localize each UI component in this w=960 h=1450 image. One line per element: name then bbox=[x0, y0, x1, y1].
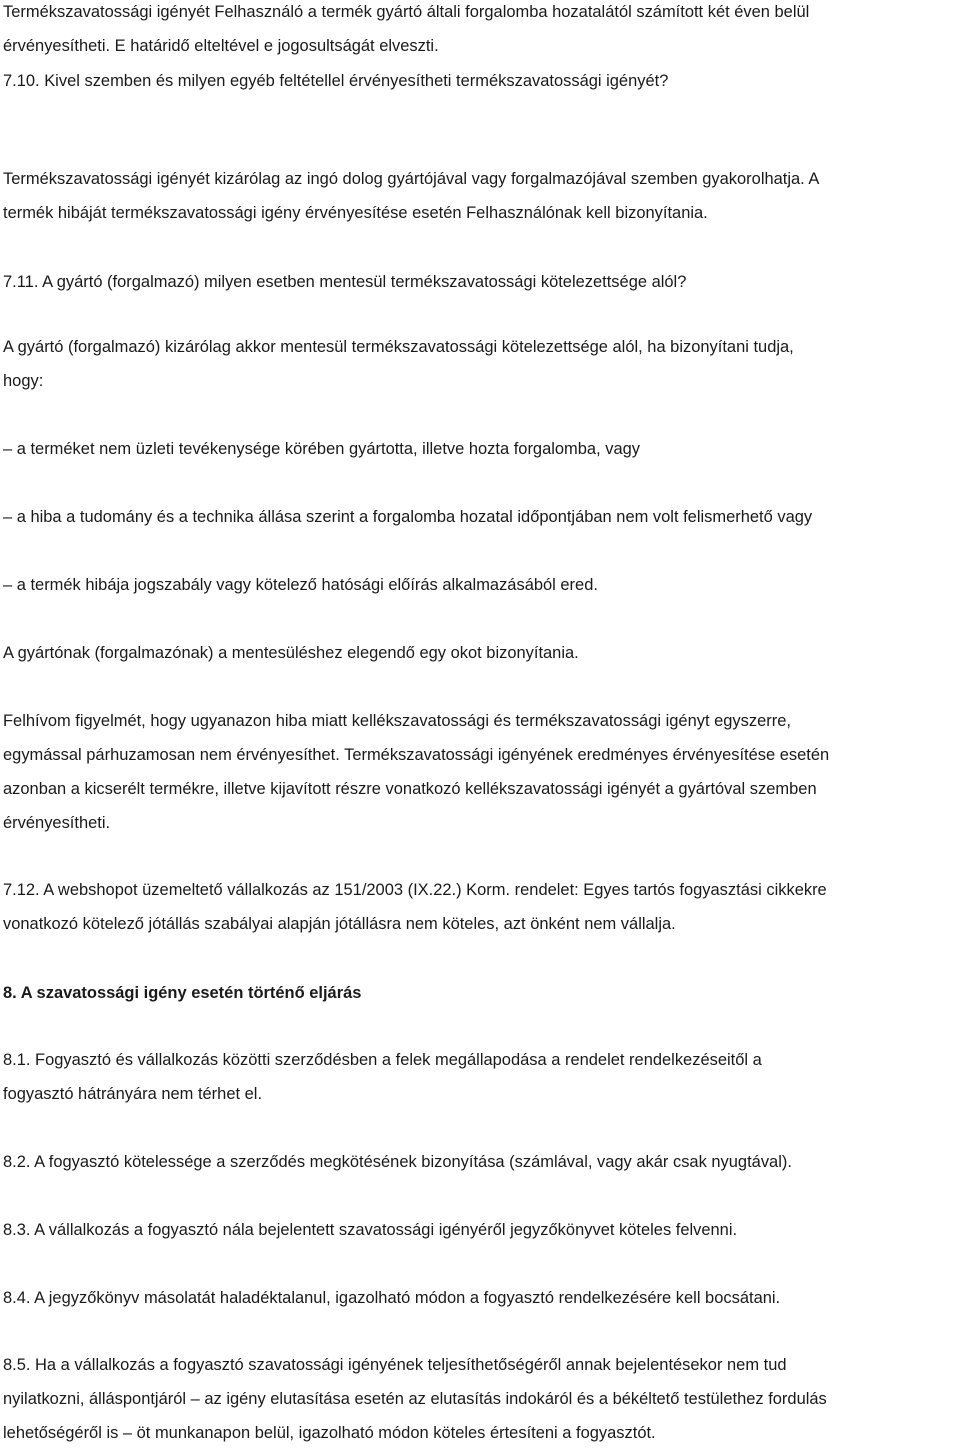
paragraph-8-2 bbox=[3, 1145, 960, 1179]
text-line: – a termék hibája jogszabály vagy kötelező hatósági előírás alkalmazásából ered. bbox=[3, 576, 598, 594]
text-line: érvényesítheti. bbox=[3, 814, 111, 832]
text-line: fogyasztó hátrányára nem térhet el. bbox=[3, 1085, 263, 1103]
paragraph-8-5 bbox=[3, 1348, 960, 1450]
paragraph-one-reason bbox=[3, 636, 960, 670]
list-item bbox=[3, 568, 960, 602]
text-line: Felhívom figyelmét, hogy ugyanazon hiba miatt kellékszavatossági és termékszavatossági igényt egyszerre, bbox=[3, 712, 791, 730]
text-line: 7.11. A gyártó (forgalmazó) milyen esetben mentesül termékszavatossági kötelezettsége alól? bbox=[3, 273, 687, 291]
text-line: nyilatkozni, álláspontjáról – az igény elutasítása esetén az elutasítás indokáról és a békéltető testülethez fordulás bbox=[3, 1390, 827, 1408]
text-line: A gyártónak (forgalmazónak) a mentesüléshez elegendő egy okot bizonyítania. bbox=[3, 644, 579, 662]
text-line: hogy: bbox=[3, 372, 44, 390]
paragraph-7-12 bbox=[3, 873, 960, 941]
text-line: A gyártó (forgalmazó) kizárólag akkor mentesül termékszavatossági kötelezettsége alól, ha bizonyítani tudja, bbox=[3, 338, 794, 356]
paragraph-notice bbox=[3, 704, 960, 840]
text-line: vonatkozó kötelező jótállás szabályai alapján jótállásra nem köteles, azt önként nem vállalja. bbox=[3, 915, 676, 933]
text-line: 7.10. Kivel szemben és milyen egyéb feltétellel érvényesítheti termékszavatossági igényét? bbox=[3, 72, 669, 90]
text-line: termék hibáját termékszavatossági igény érvényesítése esetén Felhasználónak kell bizonyítania. bbox=[3, 204, 708, 222]
text-line: 8.3. A vállalkozás a fogyasztó nála bejelentett szavatossági igényéről jegyzőkönyvet köteles felvenni. bbox=[3, 1221, 738, 1239]
text-line: 8.4. A jegyzőkönyv másolatát haladéktalanul, igazolható módon a fogyasztó rendelkezésére kell bocsátani. bbox=[3, 1289, 781, 1307]
text-line: 8. A szavatossági igény esetén történő eljárás bbox=[3, 984, 362, 1002]
text-line: 8.1. Fogyasztó és vállalkozás közötti szerződésben a felek megállapodása a rendelet rendelkezéseitől a bbox=[3, 1051, 762, 1069]
text-line: 7.12. A webshopot üzemeltető vállalkozás az 151/2003 (IX.22.) Korm. rendelet: Egyes tartós fogyasztási cikkekre bbox=[3, 881, 827, 899]
text-line: – a hiba a tudomány és a technika állása szerint a forgalomba hozatal időpontjában nem volt felismerhető vagy bbox=[3, 508, 813, 526]
text-line: azonban a kicserélt termékre, illetve kijavított részre vonatkozó kellékszavatossági igényét a gyártóval szemben bbox=[3, 780, 817, 798]
text-line: lehetőségéről is – öt munkanapon belül, igazolható módon köteles értesíteni a fogyasztót. bbox=[3, 1424, 656, 1442]
text-line: 8.2. A fogyasztó kötelessége a szerződés megkötésének bizonyítása (számlával, vagy akár csak nyugtával). bbox=[3, 1153, 792, 1171]
paragraph-deadline bbox=[3, 0, 960, 63]
section-heading-8 bbox=[3, 976, 960, 1010]
paragraph-against-whom bbox=[3, 162, 960, 230]
text-line: 8.5. Ha a vállalkozás a fogyasztó szavatossági igényének teljesíthetőségéről annak bejelentésekor nem tud bbox=[3, 1356, 787, 1374]
text-line: Termékszavatossági igényét kizárólag az ingó dolog gyártójával vagy forgalmazójával szemben gyakorolhatja. A bbox=[3, 170, 820, 188]
text-line: Termékszavatossági igényét Felhasználó a termék gyártó általi forgalomba hozatalától számított két éven belül bbox=[3, 3, 810, 21]
list-item bbox=[3, 500, 960, 534]
paragraph-8-3 bbox=[3, 1213, 960, 1247]
paragraph-8-4 bbox=[3, 1281, 960, 1315]
paragraph-exemption bbox=[3, 330, 960, 398]
text-line: egymással párhuzamosan nem érvényesíthet. Termékszavatossági igényének eredményes érvényesítése esetén bbox=[3, 746, 830, 764]
list-item bbox=[3, 432, 960, 466]
text-line: – a terméket nem üzleti tevékenysége körében gyártotta, illetve hozta forgalomba, vagy bbox=[3, 440, 641, 458]
paragraph-8-1 bbox=[3, 1043, 960, 1111]
section-heading-7-10 bbox=[3, 64, 960, 98]
section-heading-7-11 bbox=[3, 265, 960, 299]
text-line: érvényesítheti. E határidő elteltével e jogosultságát elveszti. bbox=[3, 37, 439, 55]
